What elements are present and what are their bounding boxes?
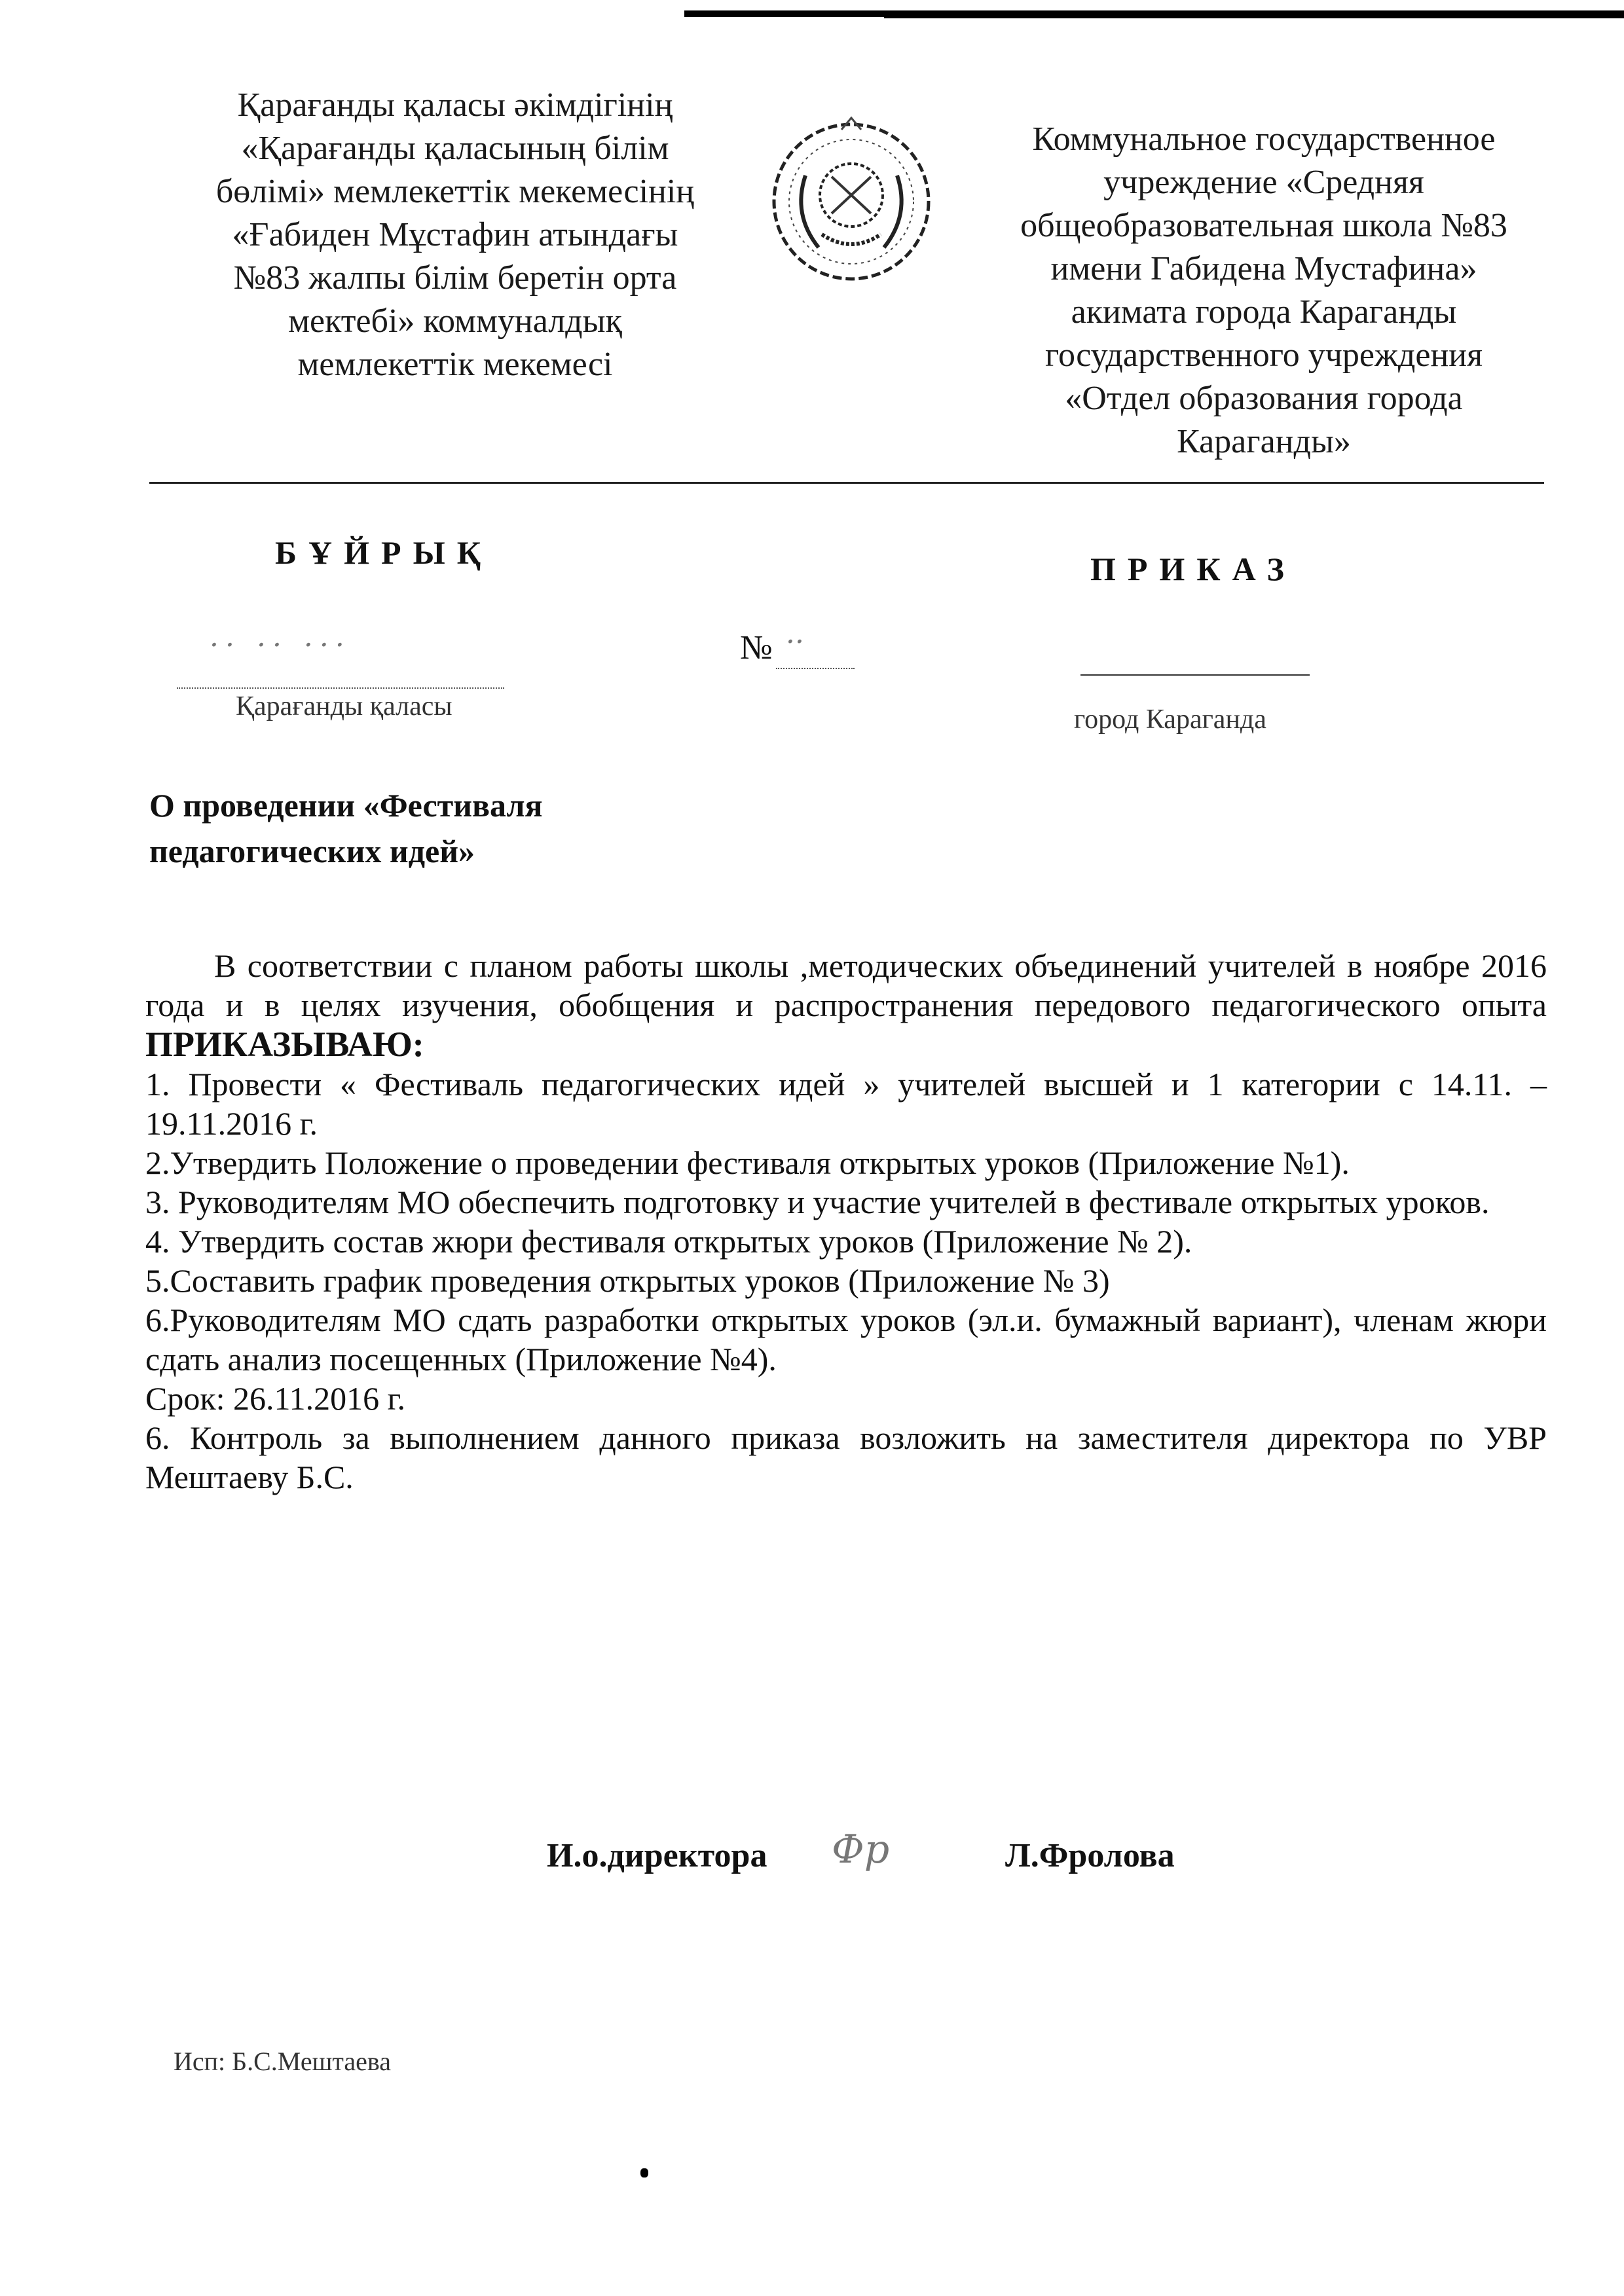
ru-date-line [1080, 674, 1310, 676]
header-ru-line: имени Габидена Мустафина» [1050, 250, 1477, 287]
order-word: ПРИКАЗЫВАЮ: [145, 1025, 424, 1064]
order-item: 6.Руководителям МО сдать разработки открытых уроков (эл.и. бумажный вариант), членам жюри сдать анализ посещенных (Приложение №4). [145, 1302, 1547, 1377]
header-kz-line: бөлімі» мемлекеттік мекемесінің [215, 173, 695, 210]
city-ru: город Караганда [1074, 704, 1266, 735]
scan-edge-bar [884, 13, 1624, 18]
order-number-label: № [740, 629, 773, 666]
order-item: 6. Контроль за выполнением данного приказа возложить на заместителя директора по УВР Мештаеву Б.С. [145, 1419, 1547, 1495]
header-kz-line: Қарағанды қаласы әкімдігінің [237, 86, 673, 124]
header-ru-line: государственного учреждения [1044, 337, 1483, 374]
header-ru-line: «Отдел образования города [1065, 380, 1463, 417]
order-item: 3. Руководителям МО обеспечить подготовку и участие учителей в фестивале открытых уроков. [145, 1184, 1490, 1220]
executor-note: Исп: Б.С.Мештаева [174, 2047, 391, 2076]
header-ru-line: Караганды» [1177, 423, 1351, 460]
header-ru-line: акимата города Караганды [1071, 293, 1457, 331]
state-emblem-icon [766, 117, 936, 287]
signatory-title: И.о.директора [547, 1837, 767, 1874]
deadline: Срок: 26.11.2016 г. [145, 1380, 406, 1417]
header-kz-line: мемлекеттік мекемесі [297, 346, 613, 383]
header-divider [149, 482, 1544, 484]
header-kz-line: «Қарағанды қаласының білім [241, 130, 669, 167]
order-body [145, 946, 1547, 1497]
order-item: 2.Утвердить Положение о проведении фестиваля открытых уроков (Приложение №1). [145, 1144, 1350, 1181]
document-title-kz: БҰЙРЫҚ [275, 534, 492, 571]
header-ru-line: общеобразовательная школа №83 [1020, 207, 1507, 244]
order-item: 1. Провести « Фестиваль педагогических идей » учителей высшей и 1 категории с 14.11. – 19.11.2016 г. [145, 1066, 1547, 1142]
order-number-handwritten: ·· [786, 625, 804, 659]
header-kz-line: мектебі» коммуналдық [288, 302, 622, 340]
intro-paragraph [145, 946, 1547, 1065]
intro-text: В соответствии с планом работы школы ,методических объединений учителей в ноябре 2016 года и в целях изучения, обобщения и распространения передового педагогического опыта [145, 947, 1547, 1023]
handwritten-signature: Фр [832, 1827, 890, 1872]
order-number-line [776, 668, 855, 669]
header-kazakh-block [177, 84, 733, 386]
subject-line: педагогических идей» [149, 833, 475, 869]
header-kz-line: №83 жалпы білім беретін орта [233, 259, 677, 297]
header-kz-line: «Ғабиден Мұстафин атындағы [232, 216, 678, 253]
city-kz: Қарағанды қаласы [236, 691, 452, 721]
document-title-ru: ПРИКАЗ [1090, 551, 1296, 587]
signatory-name: Л.Фролова [1005, 1837, 1175, 1874]
date-handwritten: ·· ·· ··· [210, 629, 351, 662]
scan-speck [640, 2168, 648, 2178]
header-russian-block [963, 118, 1565, 464]
date-field-line [177, 661, 504, 689]
order-item: 5.Составить график проведения открытых уроков (Приложение № 3) [145, 1262, 1110, 1299]
header-ru-line: учреждение «Средняя [1103, 164, 1424, 201]
order-subject [149, 782, 543, 874]
subject-line: О проведении «Фестиваля [149, 787, 543, 824]
order-item: 4. Утвердить состав жюри фестиваля открытых уроков (Приложение № 2). [145, 1223, 1192, 1260]
header-ru-line: Коммунальное государственное [1032, 120, 1496, 158]
